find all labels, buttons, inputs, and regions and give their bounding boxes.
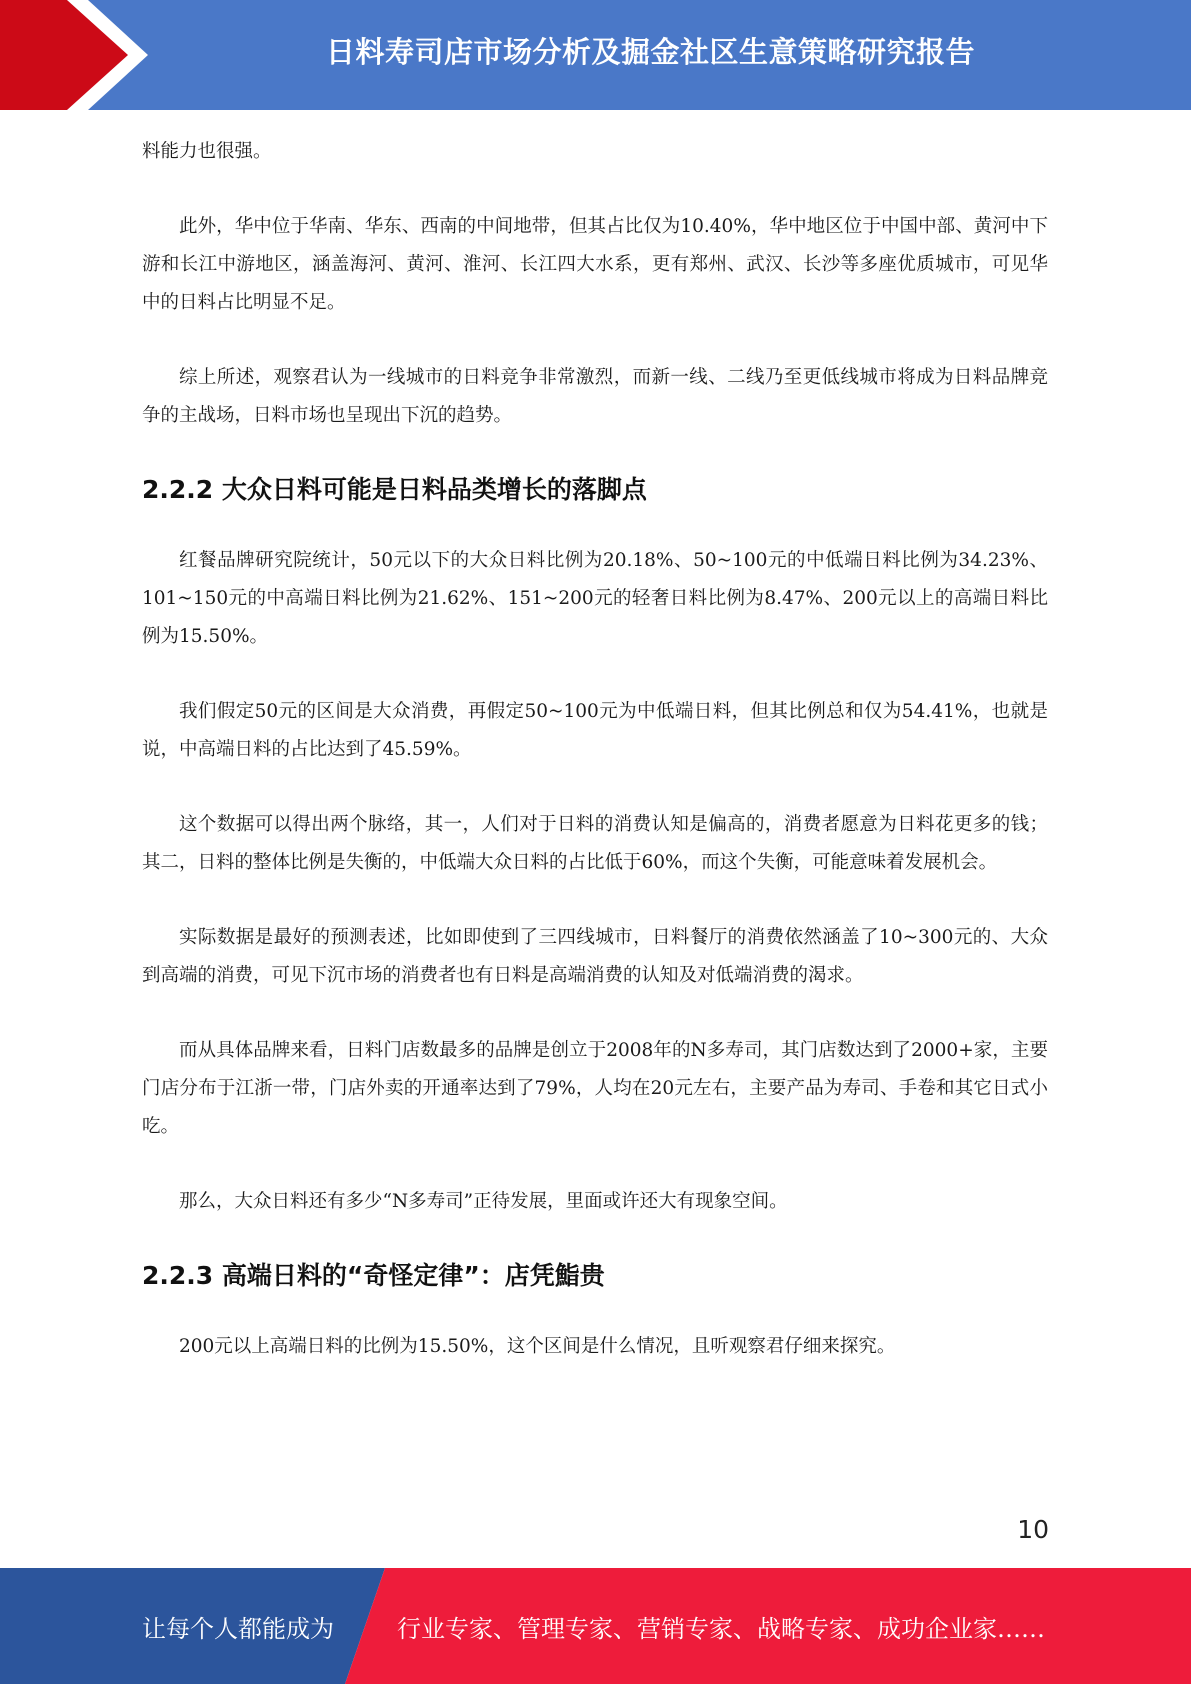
page-header xyxy=(0,0,1191,110)
footer-slogan-left: 让每个人都能成为 xyxy=(142,1614,334,1643)
paragraph: 那么，大众日料还有多少“N多寿司”正待发展，里面或许还大有现象空间。 xyxy=(179,1191,788,1212)
paragraph: 这个数据可以得出两个脉络，其一，人们对于日料的消费认知是偏高的，消费者愿意为日料花更多的钱；其二，日料的整体比例是失衡的，中低端大众日料的占比低于60%，而这个失衡，可能意味着发展机会。 xyxy=(142,814,1048,873)
paragraph: 200元以上高端日料的比例为15.50%，这个区间是什么情况，且听观察君仔细来探究。 xyxy=(179,1336,896,1357)
document-body xyxy=(142,133,1048,1403)
section-heading-2-2-3: 2.2.3 高端日料的“奇怪定律”：店凭鮨贵 xyxy=(142,1261,605,1290)
page-footer xyxy=(0,1568,1191,1684)
paragraph: 我们假定50元的区间是大众消费，再假定50~100元为中低端日料，但其比例总和仅为54.41%，也就是说，中高端日料的占比达到了45.59%。 xyxy=(142,701,1048,760)
paragraph: 实际数据是最好的预测表述，比如即使到了三四线城市，日料餐厅的消费依然涵盖了10~300元的、大众到高端的消费，可见下沉市场的消费者也有日料是高端消费的认知及对低端消费的渴求。 xyxy=(142,927,1048,986)
paragraph: 料能力也很强。 xyxy=(142,141,272,162)
page-number: 10 xyxy=(1017,1515,1049,1544)
paragraph: 综上所述，观察君认为一线城市的日料竞争非常激烈，而新一线、二线乃至更低线城市将成为日料品牌竞争的主战场，日料市场也呈现出下沉的趋势。 xyxy=(142,367,1048,426)
section-heading-2-2-2: 2.2.2 大众日料可能是日料品类增长的落脚点 xyxy=(142,475,647,504)
paragraph: 而从具体品牌来看，日料门店数最多的品牌是创立于2008年的N多寿司，其门店数达到了2000+家，主要门店分布于江浙一带，门店外卖的开通率达到了79%，人均在20元左右，主要产品为寿司、手卷和其它日式小吃。 xyxy=(142,1040,1048,1137)
footer-slogan-right: 行业专家、管理专家、营销专家、战略专家、成功企业家…… xyxy=(397,1614,1045,1643)
header-title: 日料寿司店市场分析及掘金社区生意策略研究报告 xyxy=(325,34,975,69)
paragraph: 此外，华中位于华南、华东、西南的中间地带，但其占比仅为10.40%，华中地区位于中国中部、黄河中下游和长江中游地区，涵盖海河、黄河、淮河、长江四大水系，更有郑州、武汉、长沙等多座优质城市，可见华中的日料占比明显不足。 xyxy=(142,216,1048,313)
paragraph: 红餐品牌研究院统计，50元以下的大众日料比例为20.18%、50~100元的中低端日料比例为34.23%、101~150元的中高端日料比例为21.62%、151~200元的轻奢日料比例为8.47%、200元以上的高端日料比例为15.50%。 xyxy=(142,550,1048,647)
